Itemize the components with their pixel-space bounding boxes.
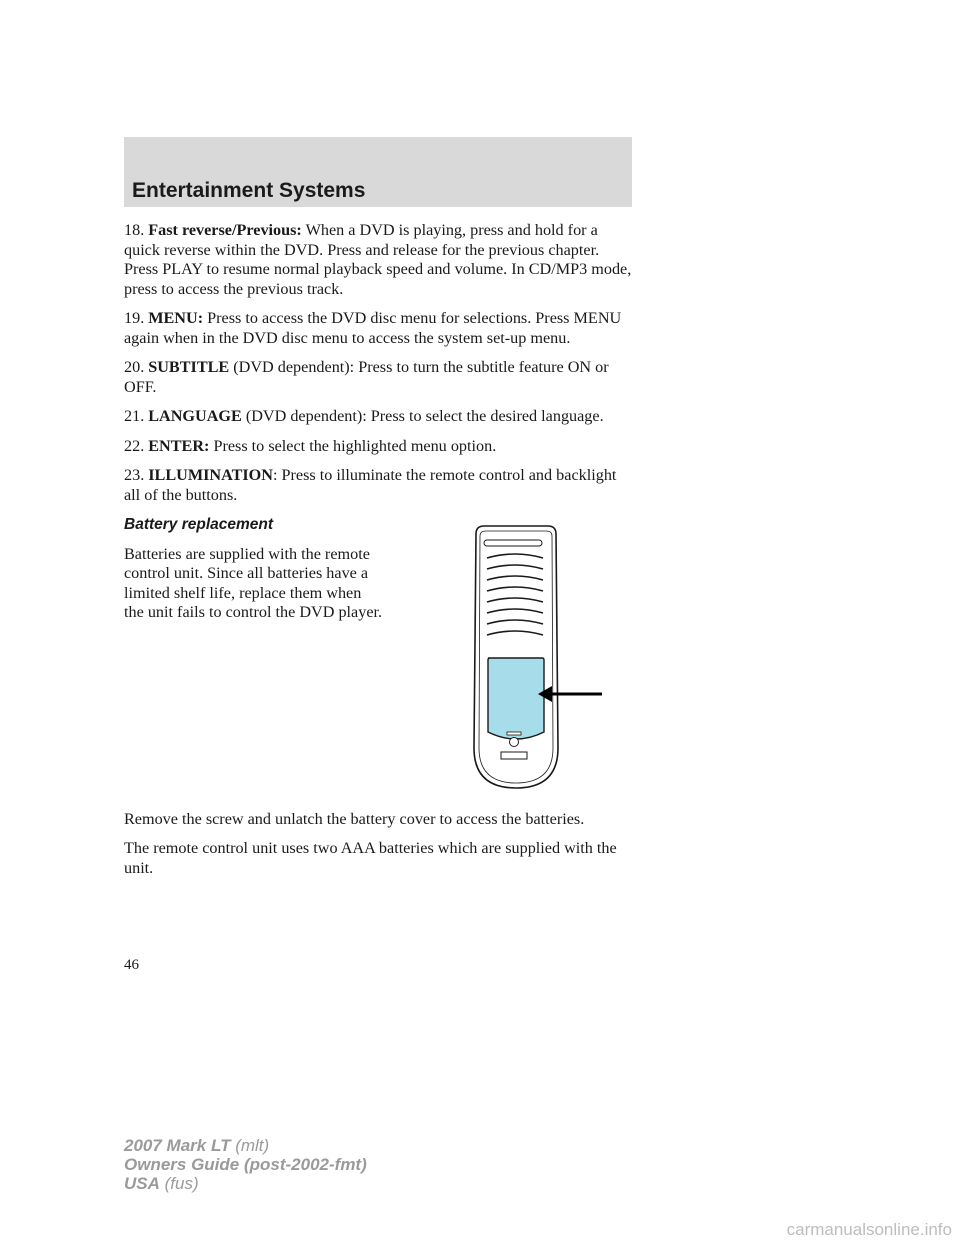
item-23 [124, 466, 634, 505]
item-term: ILLUMINATION [148, 466, 273, 484]
item-22 [124, 437, 634, 457]
item-number: 23. [124, 466, 145, 484]
watermark: carmanualsonline.info [786, 1220, 952, 1239]
document-footer [124, 1136, 367, 1193]
ir-window [484, 540, 542, 546]
item-18 [124, 221, 634, 299]
battery-supplied-text: The remote control unit uses two AAA batteries which are supplied with the unit. [124, 839, 617, 877]
footer-line-2 [124, 1155, 367, 1174]
item-term: Fast reverse/Previous: [148, 221, 302, 239]
section-title: Entertainment Systems [132, 179, 366, 202]
item-term: ENTER: [148, 436, 210, 455]
footer-line-1 [124, 1136, 367, 1155]
item-20 [124, 358, 634, 397]
item-number: 21. [124, 407, 145, 425]
item-text: (DVD dependent): Press to turn the subtitle feature ON or OFF. [124, 358, 609, 396]
item-text: Press to select the highlighted menu option. [209, 436, 497, 455]
battery-intro: Batteries are supplied with the remote control unit. Since all batteries have a limited shelf life, replace them when the unit fails to control the DVD player. [124, 544, 383, 621]
screw-icon [510, 738, 519, 747]
item-term: MENU: [148, 309, 204, 327]
section-header [124, 137, 632, 207]
item-text: : Press to illuminate the remote control and backlight all of the buttons. [124, 466, 617, 504]
remote-control-figure [454, 522, 614, 792]
item-term: LANGUAGE [148, 407, 242, 425]
footer-line-3 [124, 1174, 367, 1193]
item-text: When a DVD is playing, press and hold for a quick reverse within the DVD. Press and release for the previous chapter. Press PLAY to resume normal playback speed and volume. In CD/MP3 mode, press to access the previous track. [124, 221, 632, 298]
cover-latch [507, 732, 521, 735]
battery-heading: Battery replacement [124, 516, 274, 533]
footer-market: USA [124, 1174, 160, 1193]
item-number: 18. [124, 221, 145, 239]
footer-model: 2007 Mark LT [124, 1136, 231, 1155]
item-term: SUBTITLE [148, 358, 230, 376]
battery-cover [488, 658, 544, 739]
footer-guide: Owners Guide (post-2002-fmt) [124, 1155, 367, 1174]
battery-remove-text: Remove the screw and unlatch the battery cover to access the batteries. [124, 809, 585, 828]
item-text: (DVD dependent): Press to select the desired language. [241, 407, 604, 425]
item-text: Press to access the DVD disc menu for selections. Press MENU again when in the DVD disc menu to access the system set-up menu. [124, 309, 622, 347]
footer-model-code: (mlt) [230, 1136, 270, 1155]
item-number: 20. [124, 358, 145, 376]
item-21 [124, 407, 634, 427]
latch-tab [501, 752, 527, 759]
item-number: 19. [124, 309, 145, 327]
page-number: 46 [124, 957, 139, 973]
item-19 [124, 309, 634, 348]
item-number: 22. [124, 436, 145, 455]
footer-market-code: (fus) [159, 1174, 199, 1193]
